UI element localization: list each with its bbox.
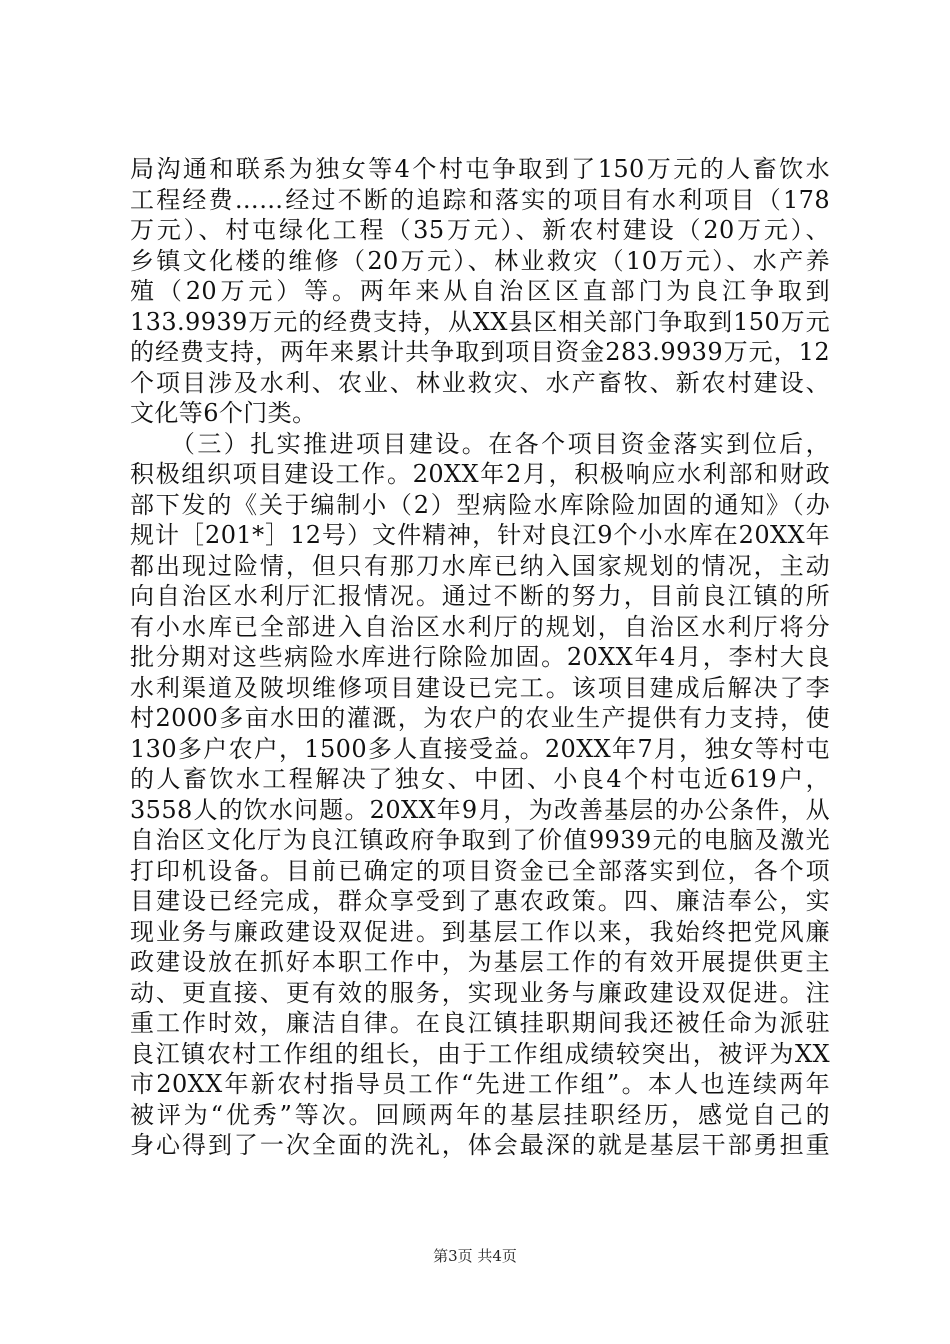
text-line: 殖（20万元）等。两年来从自治区区直部门为良江争取到 [130, 277, 830, 305]
text-line: （三）扎实推进项目建设。在各个项目资金落实到位后， [130, 429, 830, 458]
text-line: 文化等6个门类。 [130, 399, 317, 427]
text-line: 良江镇农村工作组的组长，由于工作组成绩较突出，被评为XX [130, 1039, 830, 1068]
page-footer: 第3页 共4页 [433, 1247, 517, 1265]
text-line: 的人畜饮水工程解决了独女、中团、小良4个村屯近619户， [130, 765, 830, 793]
text-line: 局沟通和联系为独女等4个村屯争取到了150万元的人畜饮水 [130, 155, 830, 183]
text-line: 部下发的《关于编制小（2）型病险水库除险加固的通知》（办 [130, 490, 830, 519]
text-line: 批分期对这些病险水库进行除险加固。20XX年4月，李村大良 [130, 643, 830, 671]
text-line: 个项目涉及水利、农业、林业救灾、水产畜牧、新农村建设、 [130, 368, 830, 397]
text-line: 打印机设备。目前已确定的项目资金已全部落实到位，各个项 [130, 856, 830, 885]
text-line: 130多户农户，1500多人直接受益。20XX年7月，独女等村屯 [130, 734, 830, 763]
text-line: 积极组织项目建设工作。20XX年2月，积极响应水利部和财政 [130, 460, 830, 488]
text-line: 目建设已经完成，群众享受到了惠农政策。四、廉洁奉公，实 [130, 887, 830, 915]
text-line: 133.9939万元的经费支持，从XX县区相关部门争取到150万元 [130, 307, 830, 336]
text-line: 水利渠道及陂坝维修项目建设已完工。该项目建成后解决了李 [130, 673, 830, 702]
text-line: 动、更直接、更有效的服务，实现业务与廉政建设双促进。注 [130, 978, 830, 1007]
text-line: 都出现过险情，但只有那刀水库已纳入国家规划的情况，主动 [130, 551, 830, 580]
text-line: 乡镇文化楼的维修（20万元）、林业救灾（10万元）、水产养 [130, 246, 830, 275]
text-line: 重工作时效，廉洁自律。在良江镇挂职期间我还被任命为派驻 [130, 1009, 830, 1037]
text-line: 向自治区水利厅汇报情况。通过不断的努力，目前良江镇的所 [130, 582, 830, 610]
text-line: 万元）、村屯绿化工程（35万元）、新农村建设（20万元）、 [130, 216, 830, 244]
text-line: 政建设放在抓好本职工作中，为基层工作的有效开展提供更主 [130, 948, 830, 976]
text-line: 市20XX年新农村指导员工作“先进工作组”。本人也连续两年 [130, 1070, 830, 1098]
text-line: 规计［201*］12号）文件精神，针对良江9个小水库在20XX年 [130, 521, 830, 549]
text-line: 有小水库已全部进入自治区水利厅的规划，自治区水利厅将分 [130, 612, 830, 641]
text-line: 工程经费……经过不断的追踪和落实的项目有水利项目（178 [130, 185, 830, 214]
text-line: 被评为“优秀”等次。回顾两年的基层挂职经历，感觉自己的 [130, 1100, 830, 1129]
text-line: 3558人的饮水问题。20XX年9月，为改善基层的办公条件，从 [130, 795, 830, 824]
text-line: 自治区文化厅为良江镇政府争取到了价值9939元的电脑及激光 [130, 826, 830, 854]
document-body [130, 154, 830, 1161]
text-line: 村2000多亩水田的灌溉，为农户的农业生产提供有力支持，使 [130, 704, 830, 732]
text-line: 现业务与廉政建设双促进。到基层工作以来，我始终把党风廉 [130, 917, 830, 946]
text-line: 的经费支持，两年来累计共争取到项目资金283.9939万元，12 [130, 338, 830, 366]
text-line: 身心得到了一次全面的洗礼，体会最深的就是基层干部勇担重 [130, 1131, 830, 1159]
